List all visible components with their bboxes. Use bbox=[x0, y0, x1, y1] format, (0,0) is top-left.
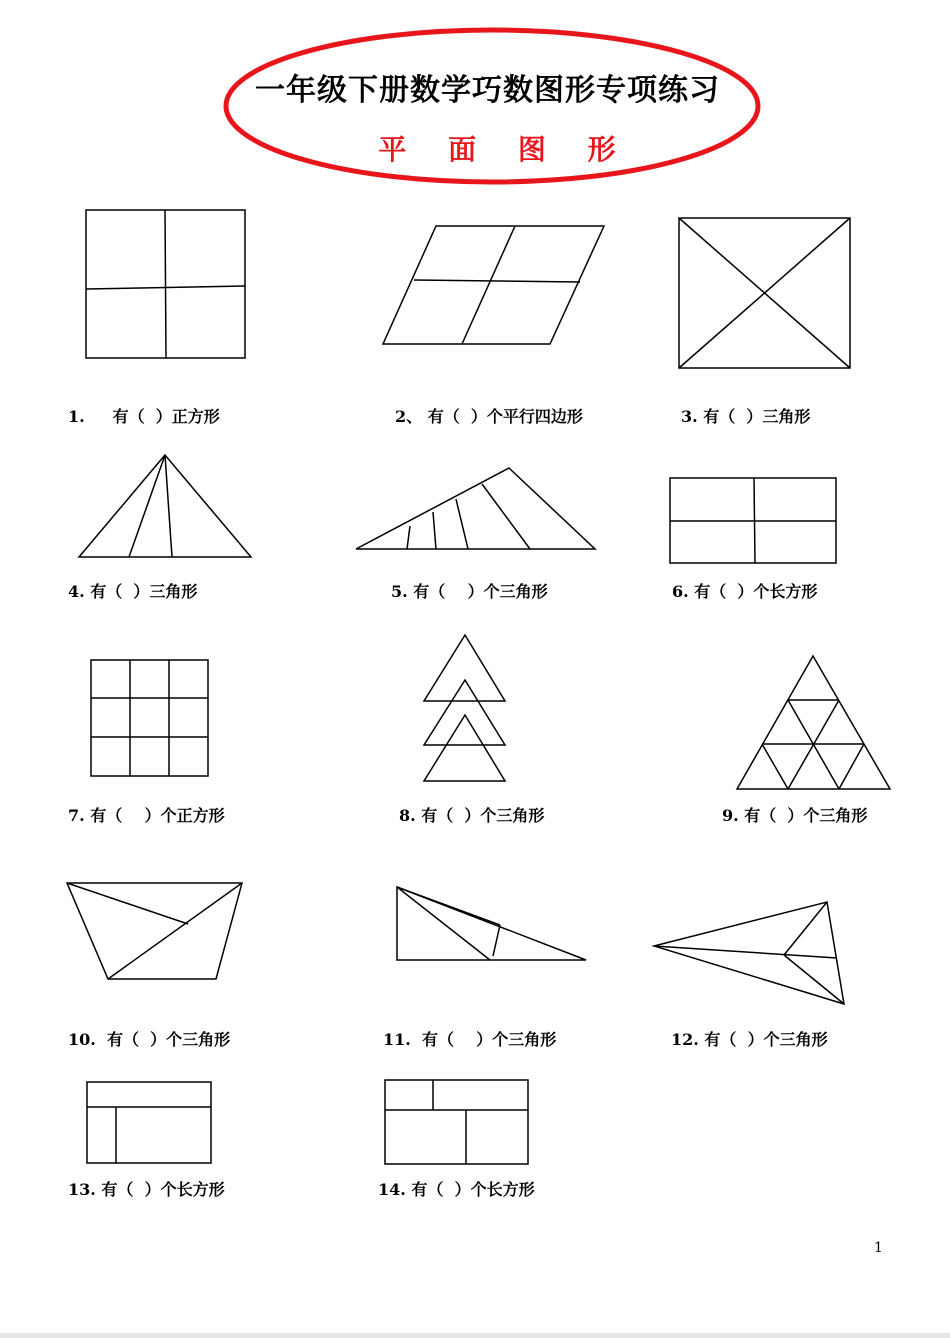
question-6 bbox=[672, 579, 817, 602]
question-4-number: 4. bbox=[68, 582, 85, 601]
question-6-number: 6. bbox=[672, 582, 689, 601]
figure-8-stacked-triangles bbox=[424, 635, 505, 781]
question-2-prompt: 有（ ）个平行四边形 bbox=[427, 407, 583, 426]
question-9-prompt: 有（ ）个三角形 bbox=[744, 806, 868, 825]
question-13 bbox=[68, 1177, 225, 1200]
question-5-number: 5. bbox=[391, 582, 408, 601]
question-8-number: 8. bbox=[399, 806, 416, 825]
question-5 bbox=[391, 579, 548, 602]
question-14 bbox=[378, 1177, 535, 1200]
question-7-prompt: 有（ ）个正方形 bbox=[90, 806, 225, 825]
figure-5-fan-triangle bbox=[356, 468, 595, 549]
figure-13-rect-split bbox=[87, 1082, 211, 1163]
figure-6-rect-grid bbox=[670, 478, 836, 563]
page-bottom-divider bbox=[0, 1333, 950, 1338]
question-7-number: 7. bbox=[68, 806, 85, 825]
question-13-number: 13. bbox=[68, 1180, 96, 1199]
figure-12-arrow-triangle bbox=[654, 902, 844, 1004]
question-3-number: 3. bbox=[681, 407, 698, 426]
page-number: 1 bbox=[874, 1240, 883, 1256]
question-11-prompt: 有（ ）个三角形 bbox=[421, 1030, 557, 1049]
question-1-number: 1. bbox=[68, 407, 85, 426]
question-4 bbox=[68, 579, 197, 602]
question-11 bbox=[383, 1027, 556, 1050]
question-4-prompt: 有（ ）三角形 bbox=[90, 582, 198, 601]
worksheet-subtitle: 平 面 图 形 bbox=[378, 133, 632, 166]
question-9 bbox=[722, 803, 867, 826]
question-8 bbox=[399, 803, 544, 826]
figure-1-square-grid bbox=[86, 210, 245, 358]
worksheet-title: 一年级下册数学巧数图形专项练习 bbox=[255, 73, 720, 108]
question-10 bbox=[68, 1027, 230, 1050]
question-12 bbox=[671, 1027, 828, 1050]
question-8-prompt: 有（ ）个三角形 bbox=[421, 806, 545, 825]
figure-3-rect-diagonals bbox=[679, 218, 850, 368]
question-3-prompt: 有（ ）三角形 bbox=[703, 407, 811, 426]
question-2-number: 2、 bbox=[395, 407, 423, 426]
question-9-number: 9. bbox=[722, 806, 739, 825]
question-5-prompt: 有（ ）个三角形 bbox=[413, 582, 548, 601]
figure-7-nine-grid bbox=[91, 660, 208, 776]
question-6-prompt: 有（ ）个长方形 bbox=[694, 582, 818, 601]
figure-2-parallelogram-grid bbox=[383, 226, 604, 344]
question-13-prompt: 有（ ）个长方形 bbox=[101, 1180, 225, 1199]
question-2 bbox=[395, 404, 583, 427]
question-14-number: 14. bbox=[378, 1180, 406, 1199]
question-1-prompt: 有（ ）正方形 bbox=[112, 407, 220, 426]
question-12-number: 12. bbox=[671, 1030, 699, 1049]
figure-11-right-triangle bbox=[397, 887, 586, 960]
question-10-prompt: 有（ ）个三角形 bbox=[106, 1030, 231, 1049]
question-14-prompt: 有（ ）个长方形 bbox=[411, 1180, 535, 1199]
figure-14-rect-compartments bbox=[385, 1080, 528, 1164]
question-1 bbox=[68, 404, 220, 427]
question-3 bbox=[681, 404, 810, 427]
question-12-prompt: 有（ ）个三角形 bbox=[704, 1030, 828, 1049]
figure-4-triangle-split bbox=[79, 455, 251, 557]
question-11-number: 11. bbox=[383, 1030, 411, 1049]
figure-9-triangle-grid bbox=[737, 656, 890, 789]
question-10-number: 10. bbox=[68, 1030, 96, 1049]
question-7 bbox=[68, 803, 225, 826]
figure-10-trapezoid bbox=[67, 883, 242, 979]
